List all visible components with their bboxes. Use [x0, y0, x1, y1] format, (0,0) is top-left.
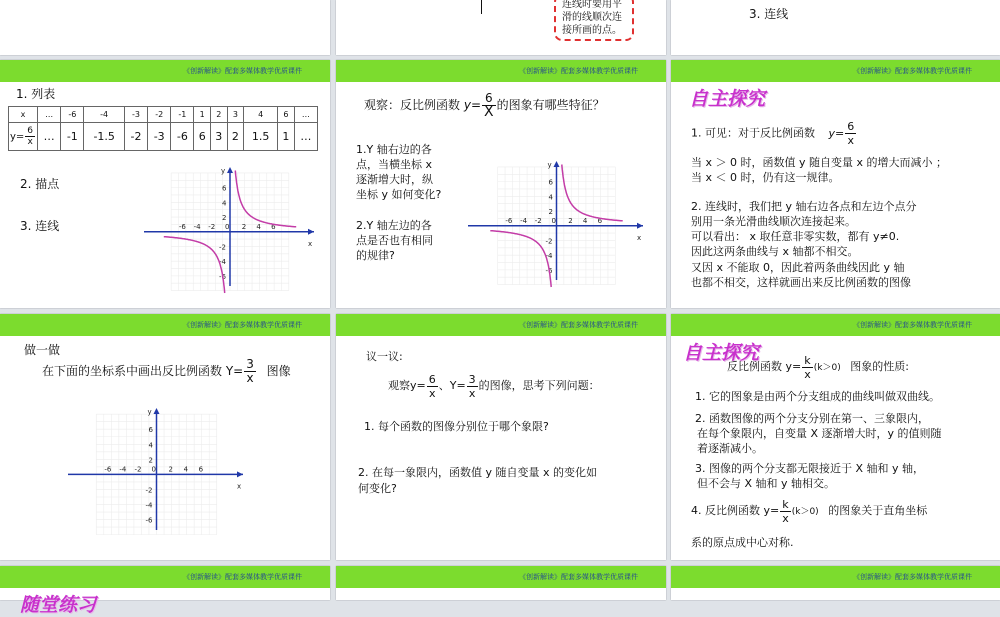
x-tick-label: 0 [151, 465, 156, 474]
vertical-line [481, 0, 482, 14]
text-span: 4. 反比例函数 y= [691, 504, 780, 517]
x-axis-label: x [637, 233, 642, 242]
y-axis-label: y [147, 408, 152, 416]
banner-bar [0, 314, 330, 336]
property-heading [727, 352, 909, 383]
question-text: 的图象有哪些特征？ [496, 98, 605, 112]
x-tick-label: 2 [168, 465, 174, 474]
y-tick-label: 4 [222, 199, 227, 208]
table-cell [9, 123, 38, 151]
question-2: 2. 在每一象限内，函数值 y 随自变量 x 的变化如 [358, 466, 597, 479]
instruction-line [42, 356, 291, 386]
banner-bar [336, 60, 666, 82]
x-axis-label: x [237, 482, 242, 491]
text-line: 当 x ＞ 0 时，函数值 y 随自变量 x 的增大而减小 ； [691, 156, 947, 169]
text-span: 观察y= [388, 379, 426, 392]
slide-practice [0, 566, 330, 616]
text-line: 别用一条光滑曲线顺次连接起来。 [691, 215, 856, 228]
table-cell: 6 [194, 123, 211, 151]
table-cell: 3 [227, 107, 244, 123]
value-table [8, 106, 318, 151]
text-line: 也都不相交，这样就画出来反比例函数的图像 [691, 276, 911, 289]
fraction [845, 120, 856, 147]
step-connect: 3. 连线 [20, 219, 60, 233]
text-span: 在下面的坐标系中画出反比例函数 Y= [42, 364, 244, 378]
banner-text: 《创新解读》配套多媒体教学优质课件 [853, 67, 972, 75]
table-cell: -1.5 [84, 123, 125, 151]
y-tick-label: 6 [548, 178, 553, 187]
step-table: 1. 列表 [16, 87, 56, 101]
table-row [9, 123, 318, 151]
slide-row3-mid [336, 566, 666, 600]
property-4 [691, 496, 927, 527]
banner-bar [336, 566, 666, 588]
table-cell: 2 [227, 123, 244, 151]
numerator: 3 [246, 357, 254, 371]
banner-bar [336, 314, 666, 336]
table-cell: 6 [278, 107, 295, 123]
y-tick-label: -6 [145, 516, 153, 525]
fraction [467, 373, 478, 400]
y-tick-label: -2 [545, 237, 553, 246]
table-cell: -2 [148, 107, 171, 123]
text-line: 又因 x 不能取 0，因此着两条曲线因此 y 轴 [691, 261, 905, 274]
numerator: 6 [428, 372, 436, 386]
fraction [780, 498, 791, 525]
x-tick-label: 0 [551, 216, 556, 225]
question-2-cont: 何变化? [358, 482, 397, 495]
x-tick-label: -4 [119, 465, 127, 474]
x-tick-label: -2 [134, 465, 142, 474]
banner-bar [671, 566, 1000, 588]
x-tick-label: 6 [271, 222, 276, 231]
text-span: 1. 可见：对于反比例函数 [691, 126, 815, 140]
note-line: 滑的线顺次连 [562, 12, 622, 23]
text-line: 因此这两条曲线与 x 轴都不相交。 [691, 245, 859, 258]
question-text: 观察：反比例函数 [364, 98, 461, 112]
y-tick-label: -6 [545, 266, 553, 275]
table-cell: … [38, 107, 61, 123]
question-1 [356, 142, 441, 202]
text-span: 图像 [266, 364, 291, 378]
property-3: 3. 图像的两个分支都无限接近于 X 轴和 y 轴， [695, 462, 925, 475]
fraction [244, 358, 256, 385]
banner-text: 《创新解读》配套多媒体教学优质课件 [183, 67, 302, 75]
numerator: 6 [847, 120, 855, 133]
banner-bar [671, 60, 1000, 82]
x-axis-label: x [308, 239, 313, 248]
banner-text: 《创新解读》配套多媒体教学优质课件 [519, 573, 638, 581]
denominator: x [804, 367, 811, 381]
text-line: 2. 连线时，我们把 y 轴右边各点和左边个点分 [691, 200, 917, 213]
y-axis-arrow [227, 167, 233, 173]
numerator: 6 [482, 92, 496, 106]
y-equals: y= [828, 126, 845, 140]
property-1: 1. 它的图象是由两个分支组成的曲线叫做双曲线。 [695, 390, 940, 403]
denominator: x [27, 137, 33, 147]
table-cell: 2 [211, 107, 228, 123]
condition: (k＞0) [813, 363, 841, 373]
denominator: X [484, 104, 494, 120]
x-tick-label: 2 [568, 216, 573, 225]
x-tick-label: -4 [520, 216, 528, 225]
table-cell: 1 [278, 123, 295, 151]
table-cell: … [38, 123, 61, 151]
slide-try-it [0, 314, 330, 560]
text-line: 2.Y 轴左边的各 [356, 219, 432, 232]
text-span: 的图像，思考下列问题： [478, 379, 600, 392]
slide-title: 随堂练习 [20, 594, 97, 616]
y-tick-label: 2 [548, 208, 553, 217]
y-axis-label: y [221, 167, 226, 175]
numerator: k [780, 498, 791, 512]
table-cell: … [294, 123, 317, 151]
fraction [482, 92, 496, 119]
table-cell: 4 [244, 107, 278, 123]
y-tick-label: 4 [148, 441, 153, 450]
observe-line [388, 370, 600, 402]
text-span: 反比例函数 y= [727, 360, 802, 373]
text-line: 坐标 y 如何变化? [356, 188, 442, 201]
table-cell: -3 [124, 107, 147, 123]
x-axis-arrow [237, 471, 243, 477]
x-axis-arrow [308, 229, 314, 235]
hyperbola-graph [140, 163, 320, 288]
text-line: 逐渐增大时，纵 [356, 173, 433, 186]
text-span: 图象的性质: [850, 360, 909, 373]
condition: (k＞0) [791, 507, 819, 517]
slide-title: 做一做 [24, 343, 61, 357]
step-connect: 3. 连线 [749, 7, 789, 21]
table-cell: -6 [171, 123, 194, 151]
note-box [554, 0, 634, 41]
numerator: 6 [27, 126, 34, 136]
slide-explore-2 [671, 314, 1000, 560]
fraction [427, 373, 438, 400]
banner-bar [0, 566, 330, 588]
question-1: 1. 每个函数的图像分别位于哪个象限? [364, 420, 549, 433]
fraction [802, 354, 813, 381]
y-axis-arrow [154, 408, 160, 414]
x-tick-label: -6 [178, 222, 186, 231]
x-axis-arrow [637, 223, 643, 229]
x-tick-label: -4 [193, 222, 201, 231]
table-cell: … [294, 107, 317, 123]
table-cell: -1 [61, 123, 84, 151]
text-span: 、Y= [438, 379, 466, 392]
table-cell: x [9, 107, 38, 123]
y-axis-arrow [554, 161, 560, 167]
question-2 [356, 218, 433, 263]
y-tick-label: -2 [145, 486, 153, 495]
slide-title: 自主探究 [689, 88, 766, 110]
x-tick-label: -6 [104, 465, 112, 474]
text-line: 可以看出： x 取任意非零实数，都有 y≠0. [691, 230, 900, 243]
text-line: 1.Y 轴右边的各 [356, 143, 432, 156]
y-tick-label: -4 [545, 252, 553, 261]
y-tick-label: 6 [148, 426, 153, 435]
hyperbola-graph [464, 157, 649, 282]
denominator: x [847, 134, 854, 147]
text-line: 的规律? [356, 249, 395, 262]
banner-text: 《创新解读》配套多媒体教学优质课件 [519, 67, 638, 75]
banner-text: 《创新解读》配套多媒体教学优质课件 [853, 573, 972, 581]
x-tick-label: 4 [582, 216, 588, 225]
question-line [364, 92, 605, 119]
slide-observe [336, 60, 666, 308]
y-prefix: y= [10, 131, 25, 143]
slide-title: 自主探究 [683, 342, 760, 364]
slide-row0-right [671, 0, 1000, 55]
slide-title: 议一议: [366, 350, 403, 363]
table-cell: -3 [148, 123, 171, 151]
banner-bar [0, 60, 330, 82]
x-tick-label: 2 [241, 222, 247, 231]
table-cell: -6 [61, 107, 84, 123]
table-row [9, 107, 318, 123]
banner-text: 《创新解读》配套多媒体教学优质课件 [183, 573, 302, 581]
x-tick-label: 6 [597, 216, 603, 225]
x-tick-label: -6 [505, 216, 513, 225]
x-tick-label: -2 [208, 222, 216, 231]
denominator: x [782, 511, 789, 525]
property-4-cont: 系的原点成中心对称. [691, 536, 794, 549]
y-tick-label: -4 [219, 258, 226, 267]
denominator: x [468, 386, 476, 400]
property-3-cont: 但不会与 X 轴和 y 轴相交。 [697, 477, 836, 490]
x-tick-label: 6 [198, 465, 204, 474]
y-tick-label: -4 [145, 501, 153, 510]
table-cell: 1 [194, 107, 211, 123]
table-cell: -4 [84, 107, 125, 123]
y-tick-label: -2 [219, 243, 226, 252]
slide-row0-left [0, 0, 330, 55]
table-cell: -2 [124, 123, 147, 151]
slide-table-plot [0, 60, 330, 308]
step-plot: 2. 描点 [20, 177, 60, 191]
table-cell: 3 [211, 123, 228, 151]
slide-row0-mid [336, 0, 666, 55]
banner-bar [671, 314, 1000, 336]
banner-text: 《创新解读》配套多媒体教学优质课件 [183, 321, 302, 329]
text-line: 点，当横坐标 x [356, 158, 433, 171]
fraction [25, 126, 35, 147]
table-cell: -1 [171, 107, 194, 123]
y-tick-label: 6 [222, 184, 227, 193]
y-tick-label: 2 [222, 214, 227, 223]
x-tick-label: 4 [183, 465, 189, 474]
property-2: 2. 函数图像的两个分支分别在第一、三象限内， [695, 412, 929, 425]
property-2-cont: 着逐渐减小。 [697, 442, 763, 455]
property-2-cont: 在每个象限内，自变量 X 逐渐增大时，y 的值则随 [697, 427, 942, 440]
numerator: 3 [468, 372, 476, 386]
denominator: x [246, 371, 254, 385]
note-line: 接所画的点。 [562, 25, 622, 36]
text-span: 的图象关于直角坐标 [828, 504, 928, 517]
slide-discuss [336, 314, 666, 560]
y-tick-label: 4 [548, 193, 553, 202]
banner-text: 《创新解读》配套多媒体教学优质课件 [519, 321, 638, 329]
text-line [691, 120, 857, 147]
banner-text: 《创新解读》配套多媒体教学优质课件 [853, 321, 972, 329]
table-cell: 1.5 [244, 123, 278, 151]
y-axis-label: y [547, 161, 552, 169]
y-tick-label: -6 [219, 272, 226, 281]
slide-explore-1 [671, 60, 1000, 308]
text-line: 点是否也有相同 [356, 234, 433, 247]
text-line: 当 x ＜ 0 时，仍有这一规律。 [691, 171, 840, 184]
y-tick-label: 2 [148, 456, 153, 465]
y-equals: y= [463, 98, 481, 112]
note-line: 连线时要用平 [562, 0, 622, 10]
numerator: k [802, 354, 813, 368]
x-tick-label: -2 [534, 216, 542, 225]
denominator: x [428, 386, 436, 400]
slide-row3-right [671, 566, 1000, 600]
x-tick-label: 4 [256, 222, 261, 231]
x-tick-label: 0 [225, 222, 230, 231]
empty-grid [64, 404, 249, 532]
